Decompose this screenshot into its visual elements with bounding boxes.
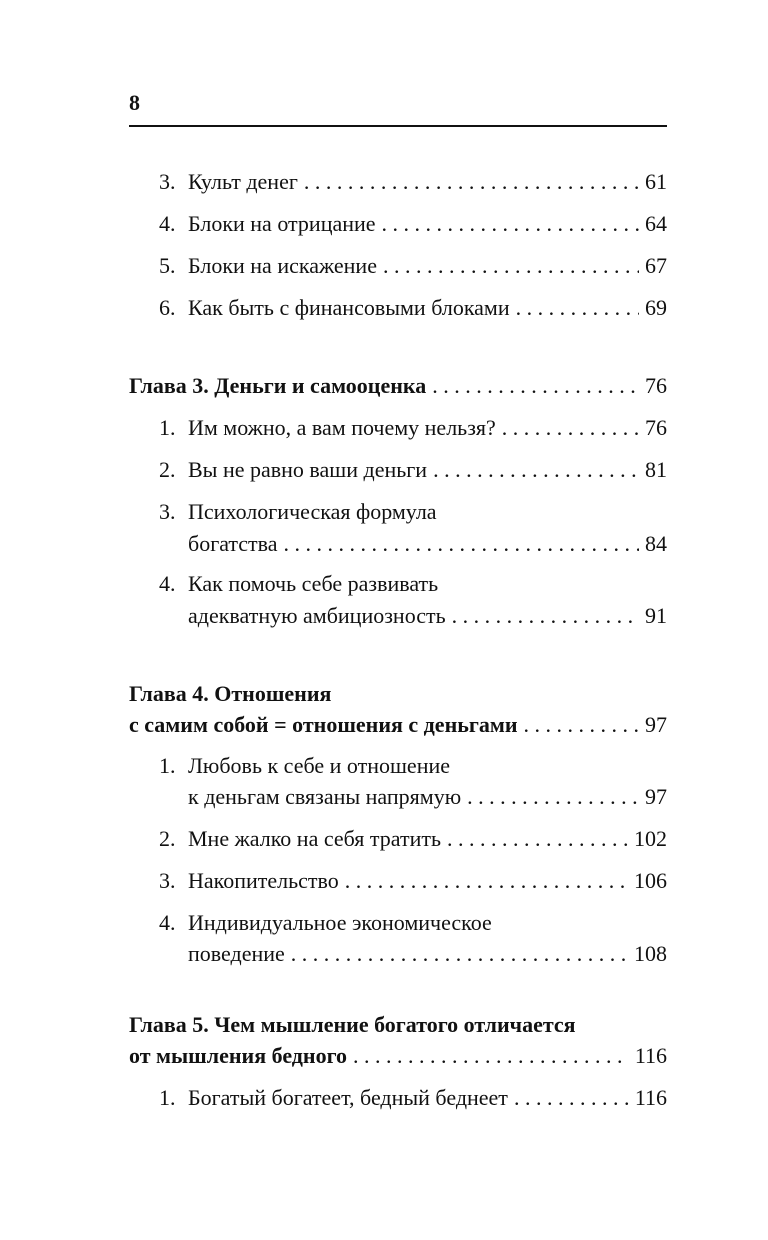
entry-title: богатства bbox=[188, 531, 278, 556]
entry-page: 67 bbox=[645, 253, 667, 278]
chapter-title: Глава 3. Деньги и самооценка bbox=[129, 373, 427, 398]
entry-page: 106 bbox=[634, 868, 667, 893]
entry-number: 5. bbox=[159, 253, 176, 278]
entry-page: 97 bbox=[645, 784, 667, 809]
entry-title: Мне жалко на себя тратить bbox=[188, 826, 442, 851]
entry-title: Индивидуальное экономическое bbox=[188, 910, 492, 935]
entry-title: Как помочь себе развивать bbox=[188, 571, 439, 596]
chapter-heading-line1 bbox=[129, 678, 667, 710]
entry-page: 61 bbox=[645, 169, 667, 194]
entry-number: 2. bbox=[159, 457, 176, 482]
chapter-heading-line1 bbox=[129, 1009, 667, 1041]
toc-entry-line2 bbox=[188, 600, 667, 632]
leader-dots bbox=[516, 292, 639, 324]
entry-page: 91 bbox=[645, 603, 667, 628]
toc-entry-line1 bbox=[159, 750, 667, 782]
chapter-page: 76 bbox=[645, 373, 667, 398]
leader-dots bbox=[304, 166, 639, 198]
entry-title: Культ денег bbox=[188, 169, 298, 194]
toc-entry-line2 bbox=[188, 528, 667, 560]
toc-entry bbox=[159, 166, 667, 198]
entry-page: 81 bbox=[645, 457, 667, 482]
entry-page: 116 bbox=[634, 1085, 667, 1110]
toc-entry bbox=[159, 412, 667, 444]
entry-title: Вы не равно ваши деньги bbox=[188, 457, 428, 482]
leader-dots bbox=[353, 1040, 629, 1072]
leader-dots bbox=[514, 1082, 629, 1114]
leader-dots bbox=[433, 454, 639, 486]
entry-number: 3. bbox=[159, 868, 176, 893]
entry-page: 84 bbox=[645, 531, 667, 556]
header-rule bbox=[129, 125, 667, 127]
entry-page: 108 bbox=[634, 941, 667, 966]
entry-title: Блоки на искажение bbox=[188, 253, 377, 278]
entry-number: 2. bbox=[159, 826, 176, 851]
toc-entry bbox=[159, 1082, 667, 1114]
entry-number: 4. bbox=[159, 910, 176, 935]
entry-number: 1. bbox=[159, 415, 176, 440]
toc-entry-line1 bbox=[159, 907, 667, 939]
toc-entry-line2 bbox=[188, 781, 667, 813]
entry-number: 4. bbox=[159, 571, 176, 596]
entry-title: Психологическая формула bbox=[188, 499, 437, 524]
toc-entry bbox=[159, 292, 667, 324]
entry-title: Накопительство bbox=[188, 868, 339, 893]
chapter-heading-line2 bbox=[129, 1040, 667, 1072]
chapter-title: Глава 5. Чем мышление богатого отличается bbox=[129, 1012, 576, 1037]
chapter-page: 97 bbox=[645, 712, 667, 737]
entry-page: 69 bbox=[645, 295, 667, 320]
leader-dots bbox=[345, 865, 628, 897]
leader-dots bbox=[284, 528, 639, 560]
entry-page: 102 bbox=[634, 826, 667, 851]
chapter-heading bbox=[129, 370, 667, 402]
leader-dots bbox=[502, 412, 639, 444]
toc-entry-line2 bbox=[188, 938, 667, 970]
toc-entry-line1 bbox=[159, 496, 667, 528]
leader-dots bbox=[432, 370, 639, 402]
toc-entry bbox=[159, 865, 667, 897]
entry-title: к деньгам связаны напрямую bbox=[188, 784, 462, 809]
entry-title: Как быть с финансовыми блоками bbox=[188, 295, 510, 320]
leader-dots bbox=[383, 250, 639, 282]
chapter-title: от мышления бедного bbox=[129, 1043, 348, 1068]
chapter-heading-line2 bbox=[129, 709, 667, 741]
leader-dots bbox=[291, 938, 628, 970]
toc-entry bbox=[159, 208, 667, 240]
leader-dots bbox=[382, 208, 639, 240]
chapter-title: Глава 4. Отношения bbox=[129, 681, 332, 706]
leader-dots bbox=[524, 709, 639, 741]
entry-title: Любовь к себе и отношение bbox=[188, 753, 451, 778]
entry-title: поведение bbox=[188, 941, 285, 966]
entry-title: адекватную амбициозность bbox=[188, 603, 446, 628]
entry-page: 64 bbox=[645, 211, 667, 236]
chapter-page: 116 bbox=[634, 1043, 667, 1068]
entry-number: 1. bbox=[159, 1085, 176, 1110]
leader-dots bbox=[467, 781, 639, 813]
entry-page: 76 bbox=[645, 415, 667, 440]
page-number: 8 bbox=[129, 90, 140, 115]
entry-title: Блоки на отрицание bbox=[188, 211, 376, 236]
toc-entry bbox=[159, 823, 667, 855]
entry-number: 3. bbox=[159, 499, 176, 524]
leader-dots bbox=[452, 600, 639, 632]
entry-number: 3. bbox=[159, 169, 176, 194]
entry-number: 6. bbox=[159, 295, 176, 320]
entry-title: Им можно, а вам почему нельзя? bbox=[188, 415, 496, 440]
entry-number: 1. bbox=[159, 753, 176, 778]
toc-entry bbox=[159, 250, 667, 282]
entry-title: Богатый богатеет, бедный беднеет bbox=[188, 1085, 508, 1110]
leader-dots bbox=[447, 823, 628, 855]
toc-entry bbox=[159, 454, 667, 486]
chapter-title: с самим собой = отношения с деньгами bbox=[129, 712, 518, 737]
entry-number: 4. bbox=[159, 211, 176, 236]
toc-entry-line1 bbox=[159, 568, 667, 600]
